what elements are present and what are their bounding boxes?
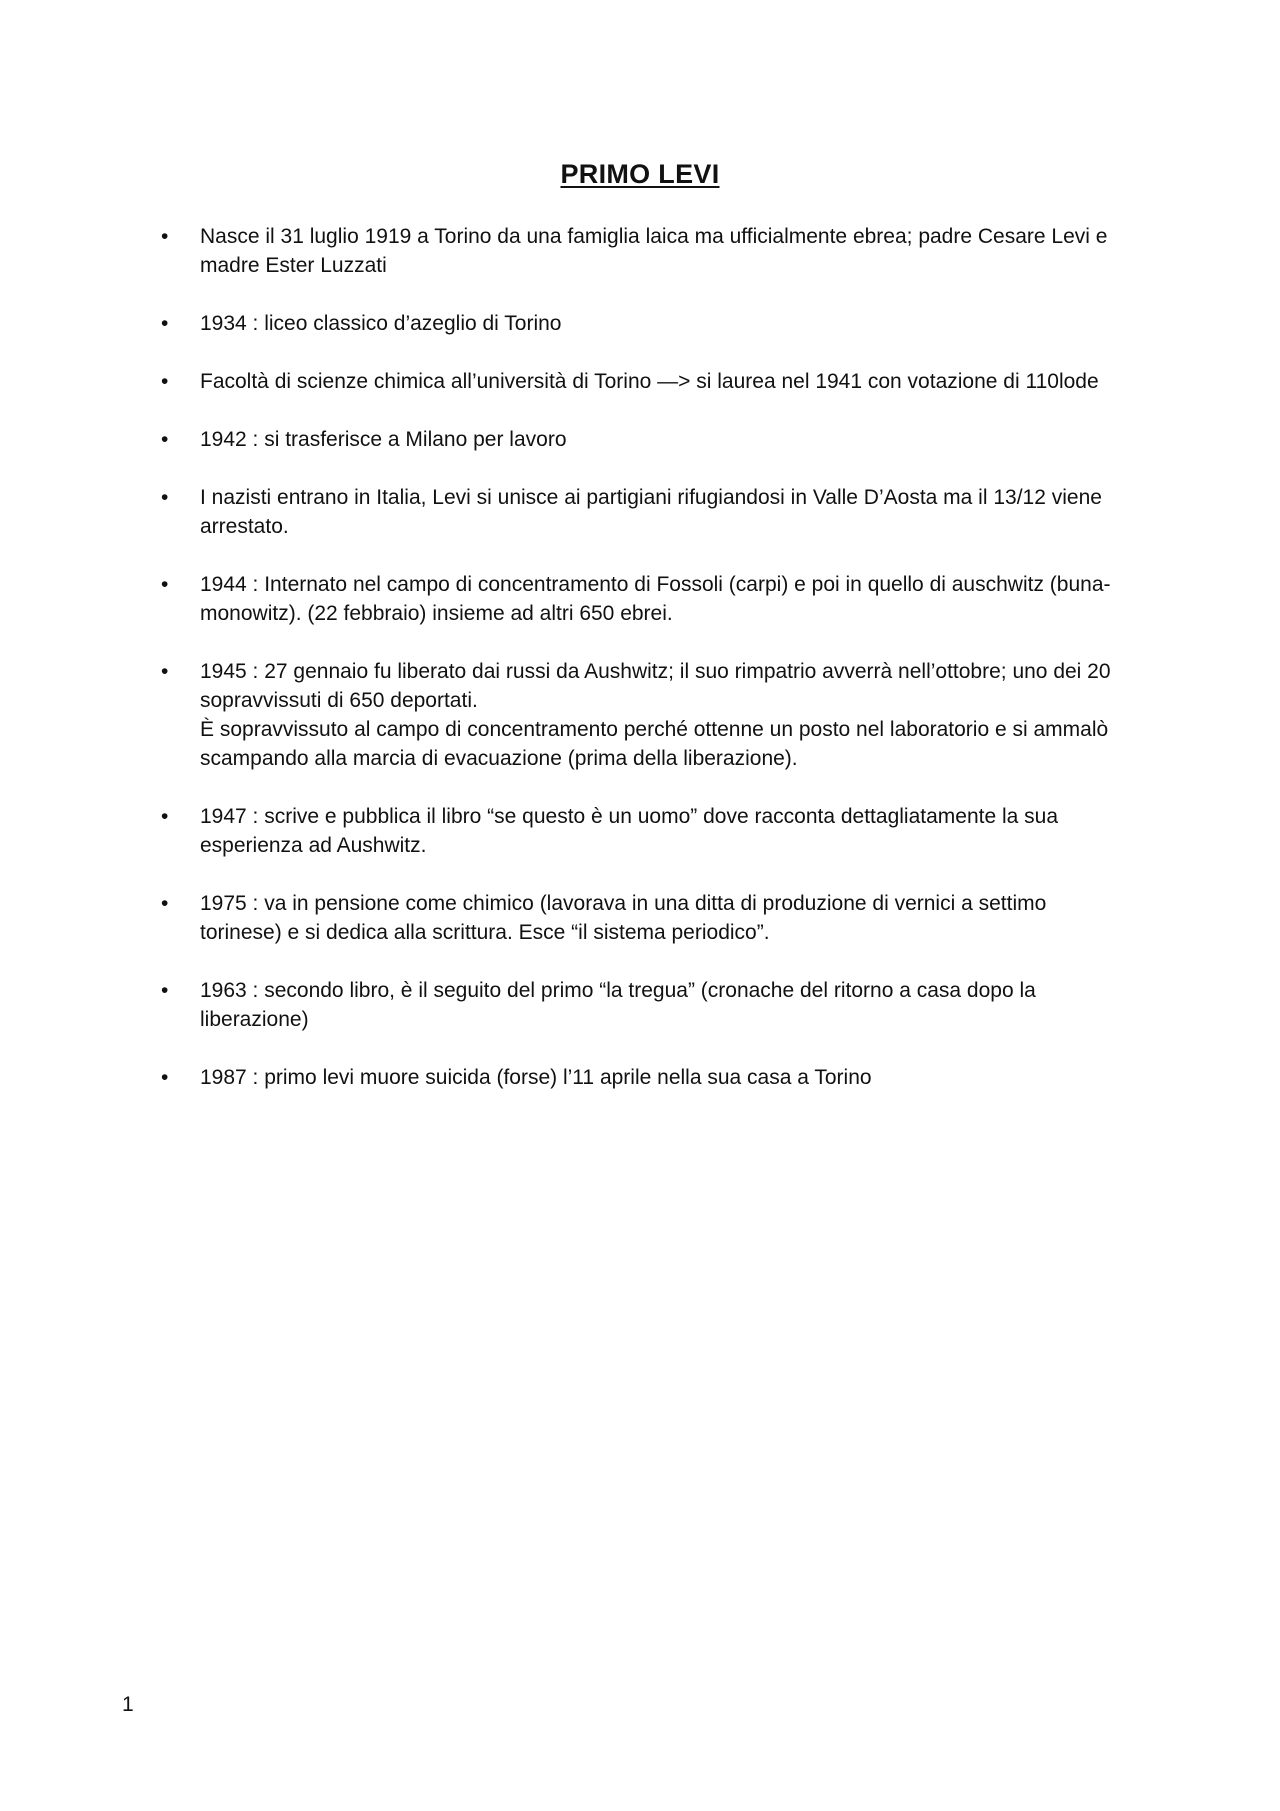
list-item-text	[200, 367, 1165, 396]
list-item-line: torinese) e si dedica alla scrittura. Esce “il sistema periodico”.	[200, 921, 770, 944]
page-title: PRIMO LEVI	[560, 159, 720, 189]
list-item	[0, 570, 1280, 628]
list-item-line: sopravvissuti di 650 deportati.	[200, 689, 478, 712]
list-item-line: È sopravvissuto al campo di concentramento perché ottenne un posto nel laboratorio e si ammalò	[200, 718, 1109, 741]
list-item-text	[200, 802, 1165, 860]
bullet-icon: •	[161, 805, 169, 828]
bullet-icon: •	[161, 979, 169, 1002]
list-item-line: Nasce il 31 luglio 1919 a Torino da una famiglia laica ma ufficialmente ebrea; padre Cesare Levi e	[200, 225, 1108, 248]
list-item	[0, 222, 1280, 280]
bullet-icon: •	[161, 225, 169, 248]
list-item-text	[200, 483, 1165, 541]
bullet-icon: •	[161, 370, 169, 393]
bullet-icon: •	[161, 312, 169, 335]
list-item-text	[200, 425, 1165, 454]
bullet-icon: •	[161, 1066, 169, 1089]
bullet-icon: •	[161, 486, 169, 509]
list-item	[0, 309, 1280, 338]
list-item	[0, 367, 1280, 396]
list-item-text	[200, 889, 1165, 947]
list-item-text	[200, 657, 1165, 773]
list-item	[0, 802, 1280, 860]
bullet-icon: •	[161, 892, 169, 915]
list-item-line: 1963 : secondo libro, è il seguito del primo “la tregua” (cronache del ritorno a casa dopo la	[200, 979, 1036, 1002]
list-item-text	[200, 1063, 1165, 1092]
list-item-line: 1975 : va in pensione come chimico (lavorava in una ditta di produzione di vernici a settimo	[200, 892, 1047, 915]
list-item-line: Facoltà di scienze chimica all’università di Torino —> si laurea nel 1941 con votazione di 110lode	[200, 370, 1099, 393]
list-item-line: liberazione)	[200, 1008, 309, 1031]
list-item	[0, 889, 1280, 947]
list-item-line: madre Ester Luzzati	[200, 254, 387, 277]
list-item-line: 1947 : scrive e pubblica il libro “se questo è un uomo” dove racconta dettagliatamente la sua	[200, 805, 1059, 828]
list-item-line: monowitz). (22 febbraio) insieme ad altri 650 ebrei.	[200, 602, 673, 625]
list-item-text	[200, 976, 1165, 1034]
list-item	[0, 657, 1280, 773]
list-item-line: 1944 : Internato nel campo di concentramento di Fossoli (carpi) e poi in quello di auschwitz (buna-	[200, 573, 1111, 596]
list-item-line: I nazisti entrano in Italia, Levi si unisce ai partigiani rifugiandosi in Valle D’Aosta ma il 13/12 viene	[200, 486, 1102, 509]
bullet-icon: •	[161, 428, 169, 451]
bullet-list	[0, 222, 1280, 1121]
list-item-text	[200, 570, 1165, 628]
list-item	[0, 1063, 1280, 1092]
list-item-text	[200, 222, 1165, 280]
list-item-line: esperienza ad Aushwitz.	[200, 834, 427, 857]
page-number: 1	[122, 1693, 134, 1716]
list-item-line: arrestato.	[200, 515, 289, 538]
list-item	[0, 976, 1280, 1034]
list-item-line: 1945 : 27 gennaio fu liberato dai russi da Aushwitz; il suo rimpatrio avverrà nell’ottobre; uno dei 20	[200, 660, 1111, 683]
bullet-icon: •	[161, 660, 169, 683]
list-item-line: 1934 : liceo classico d’azeglio di Torino	[200, 312, 562, 335]
list-item-line: 1987 : primo levi muore suicida (forse) l’11 aprile nella sua casa a Torino	[200, 1066, 872, 1089]
list-item	[0, 483, 1280, 541]
list-item-line: scampando alla marcia di evacuazione (prima della liberazione).	[200, 747, 798, 770]
bullet-icon: •	[161, 573, 169, 596]
list-item	[0, 425, 1280, 454]
list-item-line: 1942 : si trasferisce a Milano per lavoro	[200, 428, 567, 451]
list-item-text	[200, 309, 1165, 338]
